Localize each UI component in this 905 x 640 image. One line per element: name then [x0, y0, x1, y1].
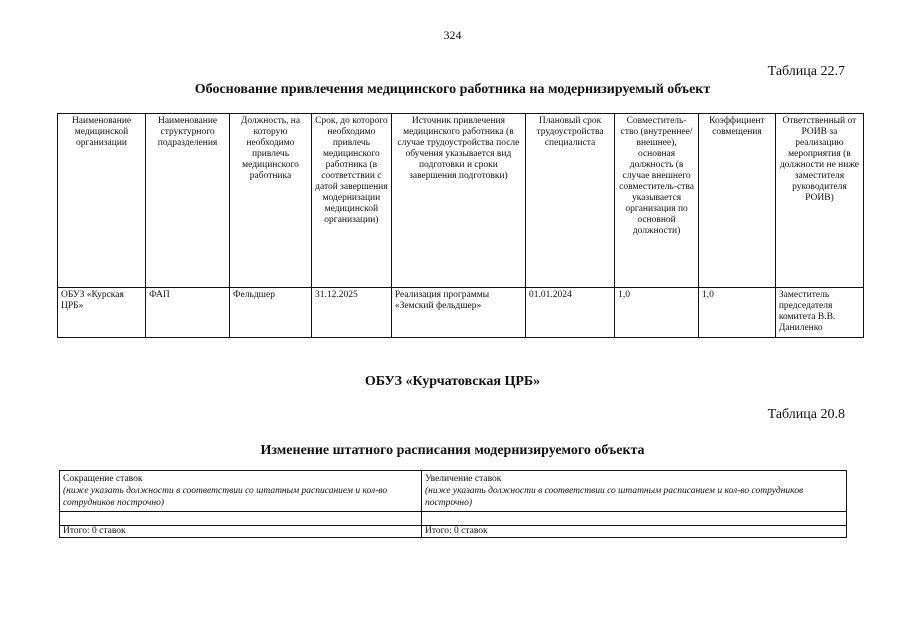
table-row — [60, 512, 847, 526]
table-header-row — [60, 471, 847, 512]
col-header-planned-date: Плановый срок трудоустройства специалиста — [525, 114, 614, 288]
reduction-note: (ниже указать должности в соответствии со штатным расписанием и кол-во сотрудников построчно) — [63, 486, 388, 508]
reduction-header-cell — [60, 471, 422, 512]
table-header-row — [58, 114, 864, 288]
col-header-coefficient: Коэффициент совмещения — [699, 114, 776, 288]
cell-responsible: Заместитель председателя комитета В.В. Даниленко — [775, 288, 863, 338]
col-header-deadline: Срок, до которого необходимо привлечь медицинского работника (в соответствии с датой завершения модернизации медицинской организации) — [311, 114, 391, 288]
table-label: Таблица 22.7 — [767, 64, 845, 79]
cell-deadline: 31.12.2025 — [311, 288, 391, 338]
table-title: Изменение штатного расписания модернизируемого объекта — [260, 443, 645, 458]
col-header-responsible: Ответственный от РОИВ за реализацию мероприятия (в должности не ниже заместителя руководителя РОИВ) — [775, 114, 863, 288]
table-row — [58, 288, 864, 338]
total-row — [60, 526, 847, 538]
cell-division: ФАП — [146, 288, 230, 338]
increase-header-cell — [422, 471, 847, 512]
col-header-combination: Совместитель-ство (внутреннее/ внешнее), основная должность (в случае внешнего совместитель-ства указывается организация по основной должности) — [615, 114, 699, 288]
organization-heading: ОБУЗ «Курчатовская ЦРБ» — [364, 374, 541, 389]
increase-total: Итого: 0 ставок — [422, 526, 847, 538]
cell-organization: ОБУЗ «Курская ЦРБ» — [58, 288, 146, 338]
empty-cell — [60, 512, 422, 526]
reduction-header: Сокращение ставок — [63, 474, 143, 484]
col-header-position: Должность, на которую необходимо привлечь медицинского работника — [230, 114, 312, 288]
col-header-division: Наименование структурного подразделения — [146, 114, 230, 288]
cell-planned-date: 01.01.2024 — [525, 288, 614, 338]
justification-table — [57, 113, 864, 338]
col-header-organization: Наименование медицинской организации — [58, 114, 146, 288]
cell-position: Фельдшер — [230, 288, 312, 338]
table-title: Обоснование привлечения медицинского работника на модернизируемый объект — [194, 82, 711, 97]
cell-coefficient: 1,0 — [699, 288, 776, 338]
cell-source: Реализация программы «Земский фельдшер» — [391, 288, 525, 338]
col-header-source: Источник привлечения медицинского работника (в случае трудоустройства после обучения указывается вид подготовки и сроки завершения подготовки) — [391, 114, 525, 288]
increase-note: (ниже указать должности в соответствии со штатным расписанием и кол-во сотрудников построчно) — [425, 486, 804, 508]
page-number: 324 — [443, 28, 462, 42]
increase-header: Увеличение ставок — [425, 474, 502, 484]
empty-cell — [422, 512, 847, 526]
cell-combination: 1,0 — [615, 288, 699, 338]
staffing-change-table — [59, 470, 847, 538]
reduction-total: Итого: 0 ставок — [60, 526, 422, 538]
table-label: Таблица 20.8 — [767, 407, 845, 422]
